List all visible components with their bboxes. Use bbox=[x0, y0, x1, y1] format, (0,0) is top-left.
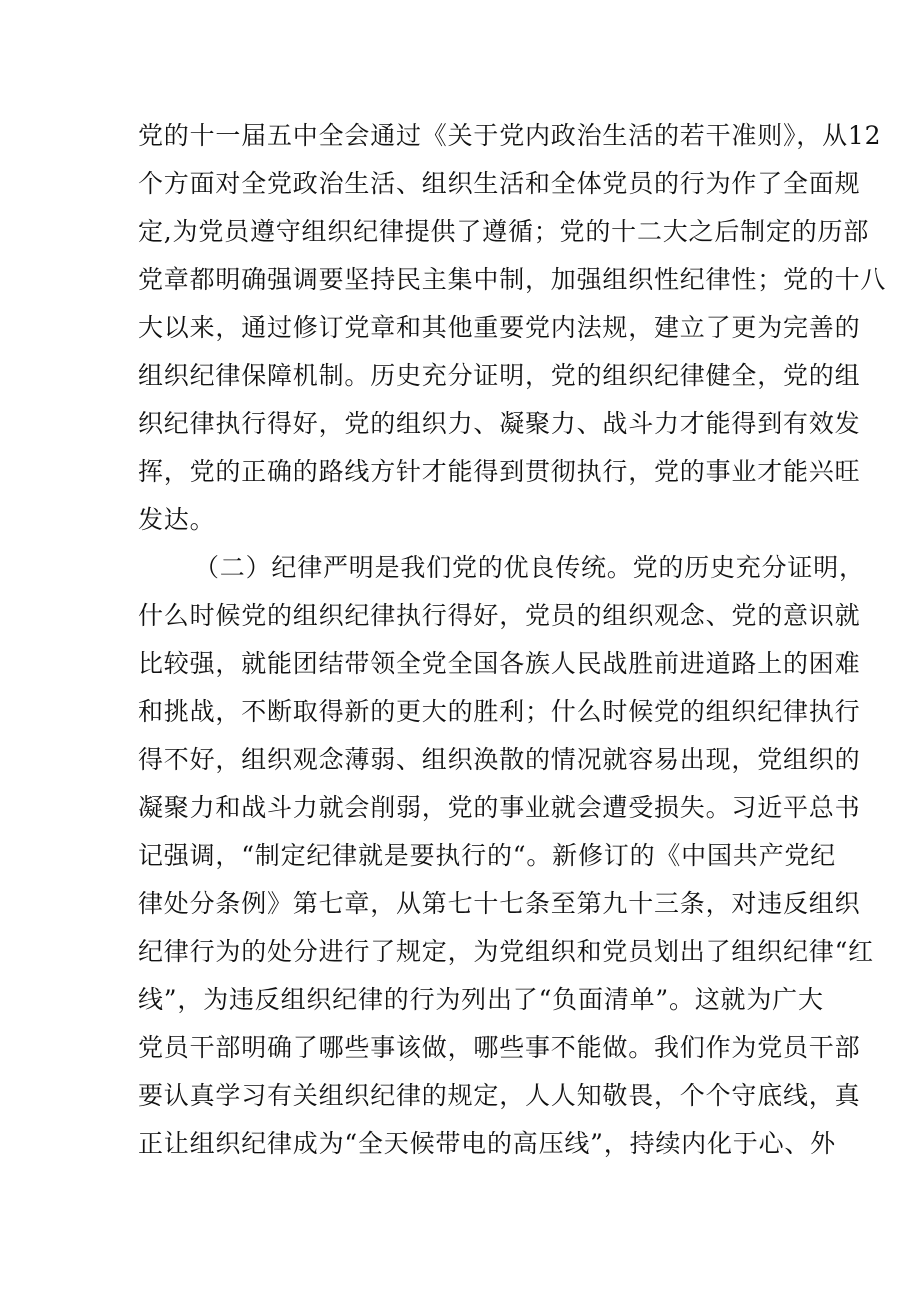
text-line-21: 要认真学习有关组织纪律的规定，人人知敬畏，个个守底线，真 bbox=[138, 1081, 861, 1110]
section-heading-line: （二）纪律严明是我们党的优良传统。党的历史充分证明， bbox=[194, 553, 865, 582]
text-line-20: 党员干部明确了哪些事该做，哪些事不能做。我们作为党员干部 bbox=[138, 1033, 861, 1062]
text-line-19: 线”，为违反组织纪律的行为列出了“负面清单”。这就为广大 bbox=[138, 985, 824, 1014]
text-line-5: 大以来，通过修订党章和其他重要党内法规，建立了更为完善的 bbox=[138, 313, 861, 342]
text-line-1: 党的十一届五中全会通过《关于党内政治生活的若干准则》，从12 bbox=[138, 121, 882, 150]
text-line-9: 发达。 bbox=[138, 505, 216, 534]
text-line-15: 凝聚力和战斗力就会削弱，党的事业就会遭受损失。习近平总书 bbox=[138, 793, 861, 822]
text-line-11: 什么时候党的组织纪律执行得好，党员的组织观念、党的意识就 bbox=[138, 601, 861, 630]
text-line-12: 比较强，就能团结带领全党全国各族人民战胜前进道路上的困难 bbox=[138, 649, 861, 678]
text-line-18: 纪律行为的处分进行了规定，为党组织和党员划出了组织纪律“红 bbox=[138, 937, 874, 966]
body-text bbox=[138, 112, 887, 1168]
text-line-13: 和挑战，不断取得新的更大的胜利；什么时候党的组织纪律执行 bbox=[138, 697, 861, 726]
text-line-16: 记强调，“制定纪律就是要执行的“。新修订的《中国共产党纪 bbox=[138, 841, 836, 870]
text-line-7: 织纪律执行得好，党的组织力、凝聚力、战斗力才能得到有效发 bbox=[138, 409, 861, 438]
text-line-4: 党章都明确强调要坚持民主集中制，加强组织性纪律性；党的十八 bbox=[138, 265, 887, 294]
text-line-8: 挥，党的正确的路线方针才能得到贯彻执行，党的事业才能兴旺 bbox=[138, 457, 861, 486]
text-line-6: 组织纪律保障机制。历史充分证明，党的组织纪律健全，党的组 bbox=[138, 361, 861, 390]
text-line-3: 定,为党员遵守组织纪律提供了遵循；党的十二大之后制定的历部 bbox=[138, 217, 870, 246]
text-line-2: 个方面对全党政治生活、组织生活和全体党员的行为作了全面规 bbox=[138, 169, 861, 198]
text-line-17: 律处分条例》第七章，从第七十七条至第九十三条，对违反组织 bbox=[138, 889, 861, 918]
text-line-22: 正让组织纪律成为“全天候带电的高压线”，持续内化于心、外 bbox=[138, 1129, 836, 1158]
text-line-14: 得不好，组织观念薄弱、组织涣散的情况就容易出现，党组织的 bbox=[138, 745, 861, 774]
